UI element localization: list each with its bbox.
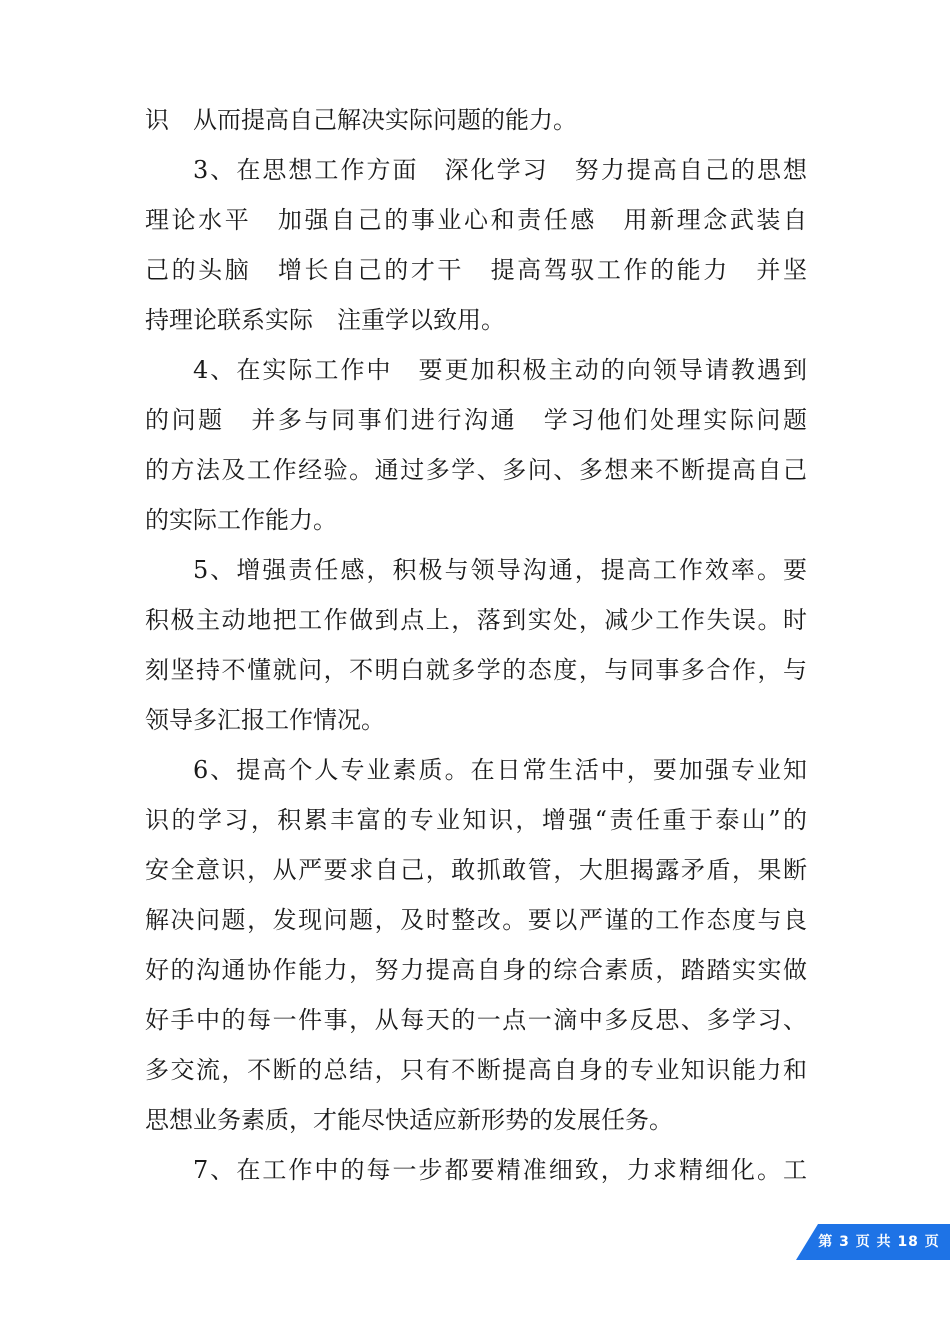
- text-line: 的实际工作能力。: [145, 506, 337, 534]
- text-line: 识 从而提高自己解决实际问题的能力。: [145, 106, 577, 134]
- text-line: 的方法及工作经验。通过多学、多问、多想来不断提高自己: [145, 456, 807, 484]
- text-line: 3、在思想工作方面 深化学习 努力提高自己的思想: [193, 156, 807, 184]
- text-line: 识的学习，积累丰富的专业知识，增强“责任重于泰山”的: [145, 806, 807, 834]
- text-line: 5、增强责任感，积极与领导沟通，提高工作效率。要: [193, 556, 807, 584]
- text-line: 好的沟通协作能力，努力提高自身的综合素质，踏踏实实做: [145, 956, 807, 984]
- text-line: 刻坚持不懂就问，不明白就多学的态度，与同事多合作，与: [145, 656, 807, 684]
- text-line: 7、在工作中的每一步都要精准细致，力求精细化。工: [193, 1156, 807, 1184]
- page-indicator-text: 第 3 页 共 18 页: [818, 1234, 940, 1250]
- text-line: 己的头脑 增长自己的才干 提高驾驭工作的能力 并坚: [145, 256, 807, 284]
- text-line: 积极主动地把工作做到点上，落到实处，减少工作失误。时: [145, 606, 807, 634]
- document-body: [145, 95, 807, 1195]
- text-line: 解决问题，发现问题，及时整改。要以严谨的工作态度与良: [145, 906, 807, 934]
- text-line: 的问题 并多与同事们进行沟通 学习他们处理实际问题: [145, 406, 807, 434]
- text-line: 领导多汇报工作情况。: [145, 706, 385, 734]
- text-line: 好手中的每一件事，从每天的一点一滴中多反思、多学习、: [145, 1006, 807, 1034]
- text-line: 安全意识，从严要求自己，敢抓敢管，大胆揭露矛盾，果断: [145, 856, 807, 884]
- text-line: 4、在实际工作中 要更加积极主动的向领导请教遇到: [193, 356, 807, 384]
- text-line: 多交流，不断的总结，只有不断提高自身的专业知识能力和: [145, 1056, 807, 1084]
- text-line: 思想业务素质，才能尽快适应新形势的发展任务。: [145, 1106, 673, 1134]
- text-line: 6、提高个人专业素质。在日常生活中，要加强专业知: [193, 756, 807, 784]
- text-line: 理论水平 加强自己的事业心和责任感 用新理念武装自: [145, 206, 807, 234]
- text-line: 持理论联系实际 注重学以致用。: [145, 306, 505, 334]
- page-number-badge: [796, 1224, 950, 1260]
